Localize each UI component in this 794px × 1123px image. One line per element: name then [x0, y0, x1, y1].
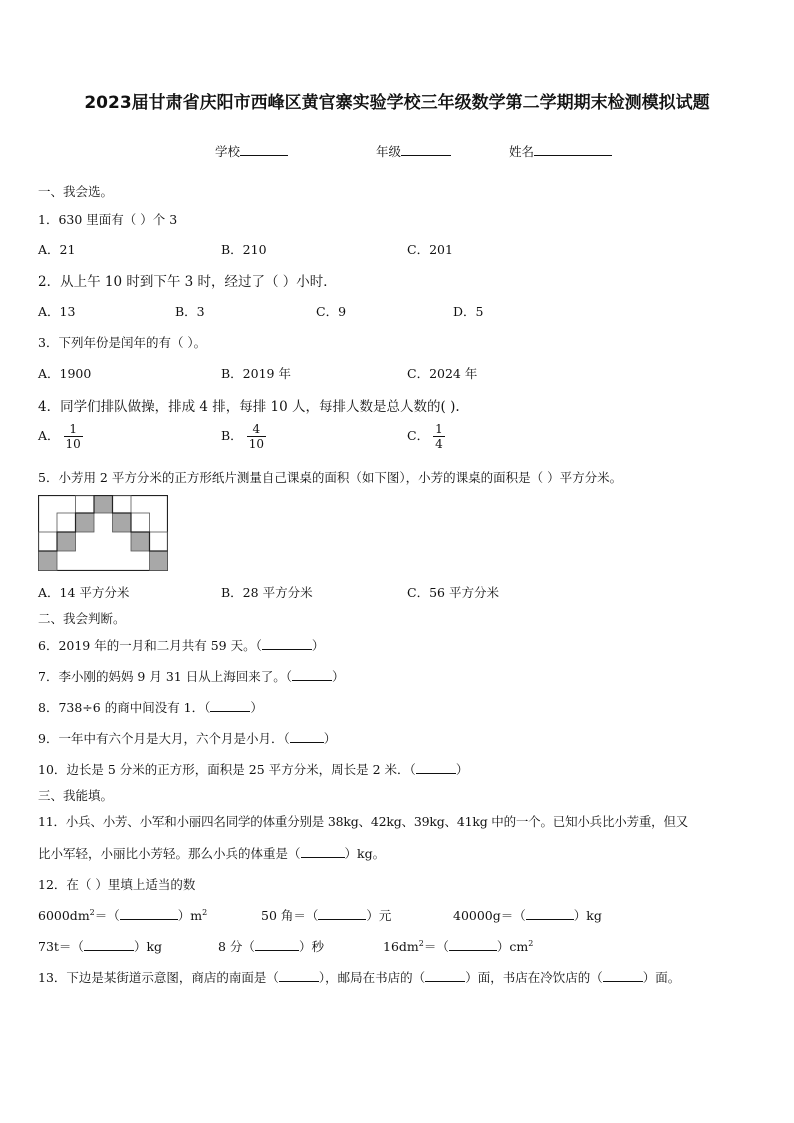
question-11-line-1: 11．小兵、小芳、小军和小丽四名同学的体重分别是 38kg、42kg、39kg、41kg 中的一个。已知小兵比小芳重，但又	[38, 814, 689, 829]
q4-option-c[interactable]	[407, 422, 445, 451]
section-heading-1: 一、我会选。	[38, 184, 114, 199]
q12-6-blank[interactable]	[449, 938, 497, 951]
school-label: 学校	[215, 144, 241, 159]
q1-option-c[interactable]: C．201	[407, 242, 453, 257]
fraction-1-10	[64, 422, 83, 451]
q2-option-d[interactable]: D．5	[453, 304, 484, 319]
school-blank[interactable]	[240, 143, 288, 156]
question-7-text: 7．李小刚的妈妈 9 月 31 日从上海回来了。（	[38, 669, 292, 684]
section-heading-2: 二、我会判断。	[38, 611, 126, 626]
q4-option-b[interactable]	[221, 422, 266, 451]
question-10	[38, 760, 468, 778]
question-3: 3．下列年份是闰年的有（ ）。	[38, 335, 207, 350]
question-10-text: 10．边长是 5 分米的正方形，面积是 25 平方分米，周长是 2 米．（	[38, 762, 416, 777]
q9-answer-blank[interactable]	[290, 730, 324, 743]
grade-field	[376, 142, 451, 160]
section-heading-3: 三、我能填。	[38, 788, 114, 803]
q12-3-a: 40000g＝（	[453, 908, 526, 923]
question-11-line-2	[38, 844, 385, 862]
q12-2-blank[interactable]	[318, 907, 366, 920]
q3-option-b[interactable]: B．2019 年	[221, 366, 291, 381]
question-5: 5．小芳用 2 平方分米的正方形纸片测量自己课桌的面积（如下图），小芳的课桌的面积是（ ）平方分米。	[38, 470, 623, 485]
page-title: 2023届甘肃省庆阳市西峰区黄官寨实验学校三年级数学第二学期期末检测模拟试题	[84, 93, 710, 113]
question-1: 1．630 里面有（ ）个 3	[38, 212, 178, 227]
q10-answer-blank[interactable]	[416, 761, 456, 774]
fraction-4-10	[247, 422, 266, 451]
q12-item-1	[38, 906, 207, 924]
q3-option-a[interactable]: A．1900	[38, 366, 92, 381]
q13-p2: ），邮局在书店的（	[318, 970, 426, 985]
q10-close: ）	[455, 762, 469, 777]
q2-option-b[interactable]: B．3	[175, 304, 205, 319]
q4-b-denominator: 10	[248, 437, 264, 451]
question-6	[38, 636, 324, 654]
question-6-text: 6．2019 年的一月和二月共有 59 天。（	[38, 638, 262, 653]
school-field	[215, 142, 288, 160]
q8-close: ）	[250, 700, 263, 715]
grade-label: 年级	[376, 144, 402, 159]
q13-blank-2[interactable]	[425, 969, 465, 982]
name-blank[interactable]	[534, 143, 612, 156]
q13-p1: 13．下边是某街道示意图，商店的南面是（	[38, 970, 279, 985]
q12-3-blank[interactable]	[526, 907, 574, 920]
q12-item-6	[383, 937, 533, 955]
question-8-text: 8．738÷6 的商中间没有 1．（	[38, 700, 211, 715]
q6-answer-blank[interactable]	[262, 637, 312, 650]
q5-option-a[interactable]: A．14 平方分米	[38, 585, 130, 600]
q12-6-sq: 2	[418, 938, 424, 948]
q4-c-numerator: 1	[435, 422, 443, 436]
question-8	[38, 698, 263, 716]
q13-p4: ）面。	[642, 970, 681, 985]
q12-4-b: ）kg	[133, 939, 163, 954]
q1-option-b[interactable]: B．210	[221, 242, 267, 257]
q6-close: ）	[311, 638, 325, 653]
q5-option-c[interactable]: C．56 平方分米	[407, 585, 499, 600]
q12-5-b: ）秒	[298, 939, 324, 954]
q5-option-b[interactable]: B．28 平方分米	[221, 585, 313, 600]
q12-item-2	[261, 906, 391, 924]
question-2: 2．从上午 10 时到下午 3 时，经过了（ ）小时．	[38, 274, 337, 290]
q12-6-a: 16dm	[383, 939, 419, 954]
q4-b-numerator: 4	[247, 422, 266, 437]
name-label: 姓名	[509, 144, 535, 159]
q12-item-4	[38, 937, 162, 955]
q12-1-b: ＝（	[94, 908, 120, 923]
q12-5-blank[interactable]	[255, 938, 299, 951]
q9-close: ）	[323, 731, 337, 746]
q2-option-c[interactable]: C．9	[316, 304, 347, 319]
q4-a-numerator: 1	[64, 422, 83, 437]
q12-1-c: ）m	[177, 908, 203, 923]
question-9	[38, 729, 336, 747]
q4-a-denominator: 10	[65, 437, 81, 451]
q3-option-c[interactable]: C．2024 年	[407, 366, 478, 381]
question-12: 12．在（ ）里填上适当的数	[38, 877, 196, 892]
question-7	[38, 667, 344, 685]
q13-blank-3[interactable]	[603, 969, 643, 982]
q2-option-a[interactable]: A．13	[38, 304, 76, 319]
q12-2-a: 50 角＝（	[261, 908, 319, 923]
q12-1-sq: 2	[89, 907, 95, 917]
q4-option-a[interactable]	[38, 422, 83, 451]
q12-2-b: ）元	[366, 908, 392, 923]
q4-a-label: A．	[38, 428, 60, 443]
q8-answer-blank[interactable]	[210, 699, 250, 712]
grade-blank[interactable]	[401, 143, 451, 156]
q7-close: ）	[331, 669, 345, 684]
q12-6-c: ）cm	[496, 939, 529, 954]
q12-4-blank[interactable]	[84, 938, 134, 951]
q4-b-label: B．	[221, 428, 243, 443]
q12-1-blank[interactable]	[120, 907, 178, 920]
q11-text-b: ）kg。	[344, 846, 386, 861]
q13-blank-1[interactable]	[279, 969, 319, 982]
question-9-text: 9．一年中有六个月是大月，六个月是小月．（	[38, 731, 290, 746]
square-tiles	[39, 496, 168, 571]
q11-answer-blank[interactable]	[301, 845, 345, 858]
question-13	[38, 968, 680, 986]
fraction-1-4	[433, 422, 445, 451]
q12-3-b: ）kg	[573, 908, 602, 923]
name-field	[509, 142, 612, 160]
q12-1-a: 6000dm	[38, 908, 90, 923]
q12-1-sq2: 2	[202, 907, 208, 917]
q4-c-label: C．	[407, 428, 430, 443]
q12-4-a: 73t＝（	[38, 939, 84, 954]
q7-answer-blank[interactable]	[292, 668, 332, 681]
q11-text-a: 比小军轻，小丽比小芳轻。那么小兵的体重是（	[38, 846, 301, 861]
desk-area-figure	[38, 495, 168, 571]
q4-c-denominator: 4	[435, 437, 443, 451]
question-4: 4．同学们排队做操，排成 4 排，每排 10 人，每排人数是总人数的( ).	[38, 399, 460, 415]
q12-6-sq2: 2	[528, 938, 534, 948]
q1-option-a[interactable]: A．21	[38, 242, 76, 257]
q12-item-3	[453, 906, 602, 924]
q12-item-5	[218, 937, 324, 955]
q12-6-b: ＝（	[423, 939, 449, 954]
q12-5-a: 8 分（	[218, 939, 255, 954]
q13-p3: ）面，书店在冷饮店的（	[465, 970, 603, 985]
